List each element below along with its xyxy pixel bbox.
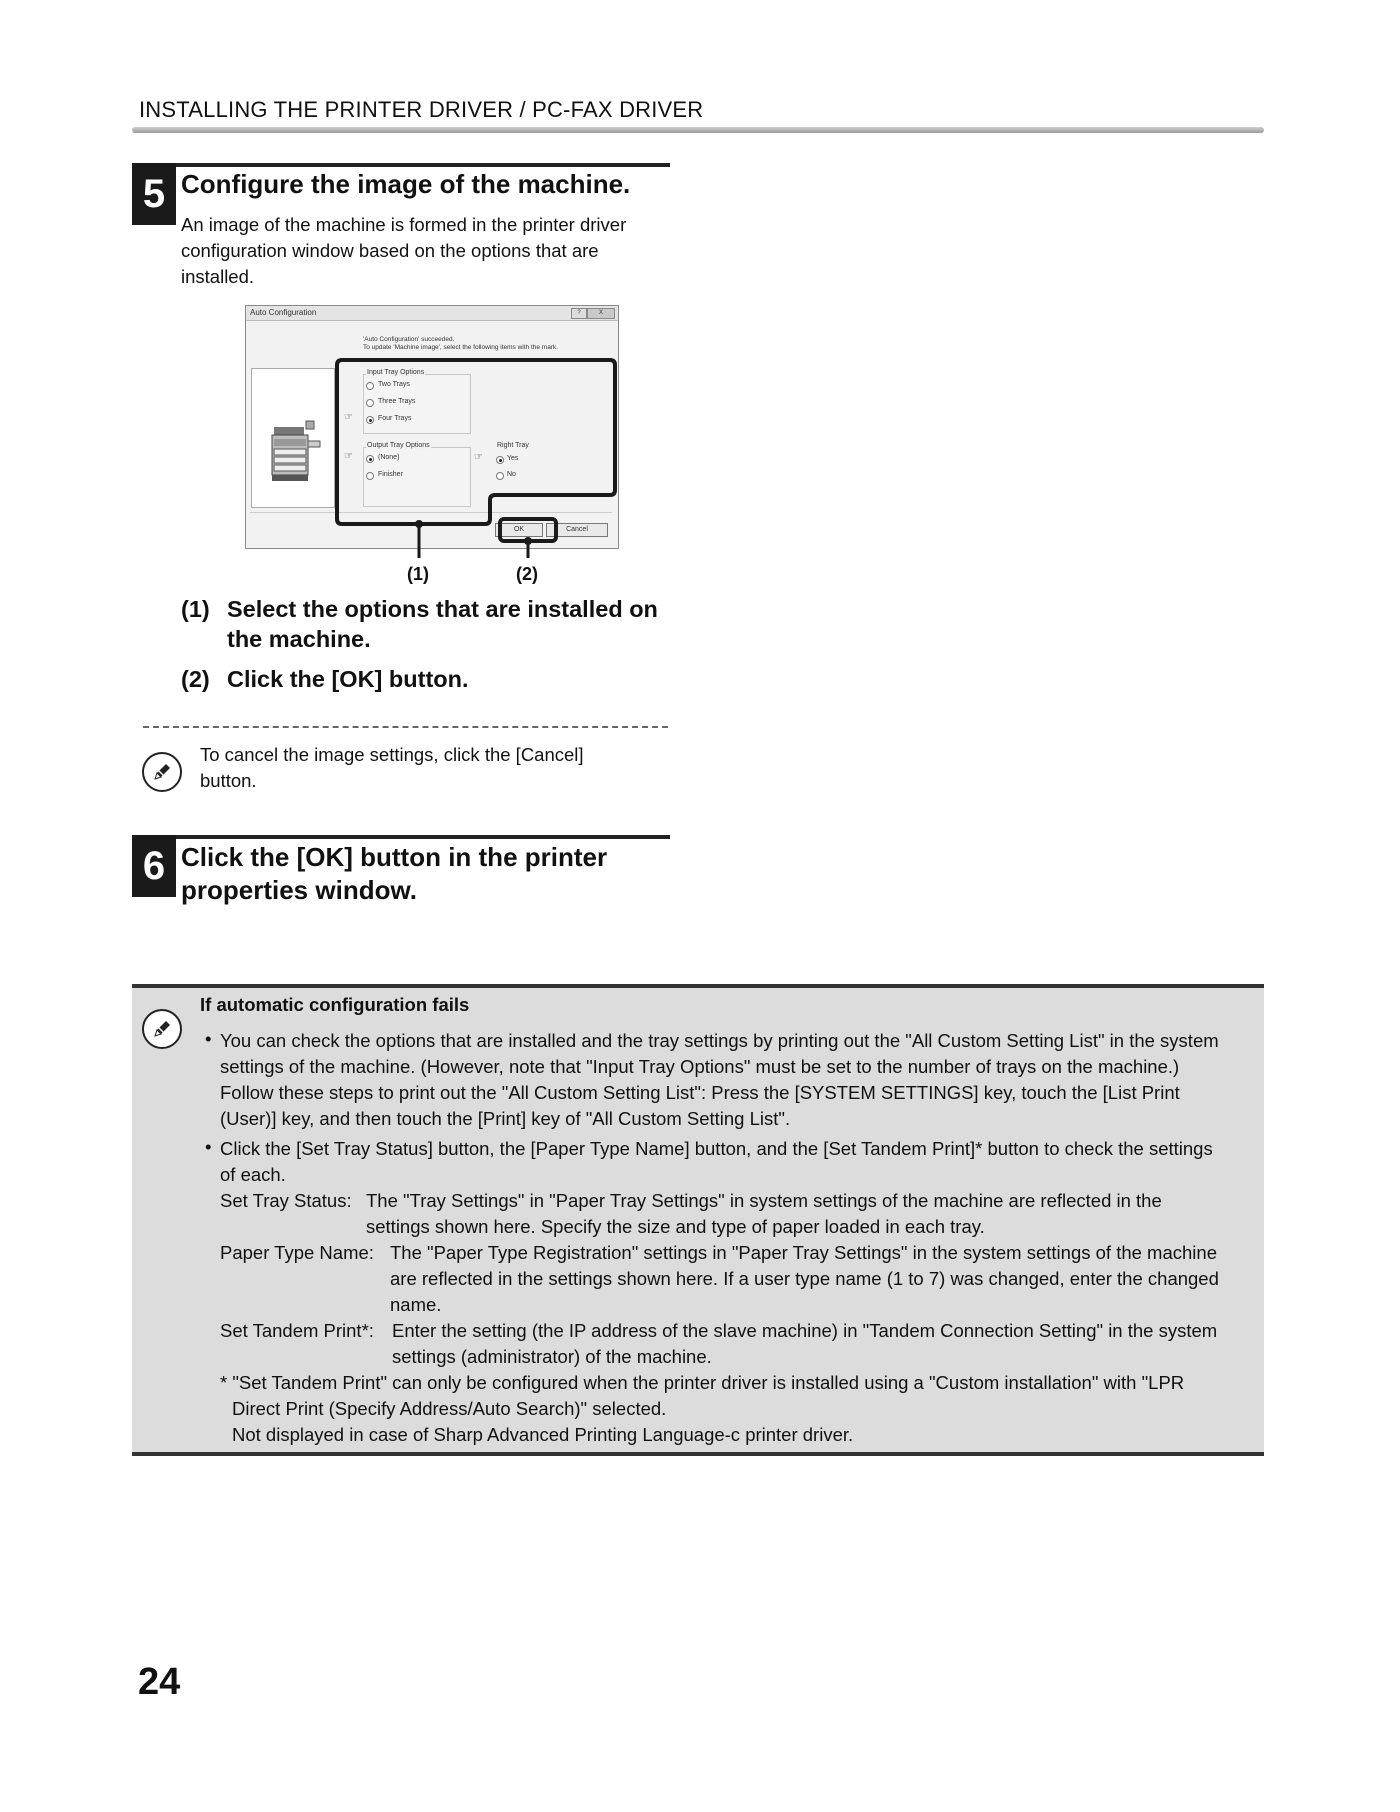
step-5-item-1 (181, 594, 681, 656)
right-tray-no-label: No (507, 471, 516, 478)
note-pencil-icon (142, 752, 182, 792)
item-2-number: (2) (181, 666, 210, 692)
info-bullet-1: You can check the options that are installed and the tray settings by printing out the "All Custom Setting List" in the system settings of the machine. (However, note that "Input Tray Options" must be set to the number of trays on the machine.) Follow these steps to print out the "All Custom Setting List": Press the [SYSTEM SETTINGS] key, touch the [List Print (User)] key, and then touch the [Print] key of "All Custom Setting List". (220, 1030, 1219, 1129)
right-tray-yes-label: Yes (507, 455, 519, 462)
hand-pointer-icon: ☞ (344, 451, 353, 462)
four-trays-label: Four Trays (378, 415, 412, 422)
def-set-tray-status-text: The "Tray Settings" in "Paper Tray Settings" in system settings of the machine are reflected in the settings shown here. Specify the size and type of paper loaded in each tray. (366, 1190, 1162, 1237)
close-button[interactable]: X (587, 308, 615, 319)
footnote-line-1: * "Set Tandem Print" can only be configured when the printer driver is installed using a "Custom installation" with "LPR (220, 1372, 1185, 1393)
def-paper-type-name-term: Paper Type Name: (220, 1242, 374, 1263)
callout-overlay (0, 0, 1400, 600)
bullet-2-dot: • (205, 1136, 212, 1157)
note-divider (143, 726, 668, 728)
step-6-number: 6 (132, 835, 176, 897)
def-set-tandem-print-term: Set Tandem Print*: (220, 1320, 374, 1341)
info-bullet-2: Click the [Set Tray Status] button, the [Paper Type Name] button, and the [Set Tandem Print]* button to check the settings of each. (220, 1138, 1213, 1185)
cancel-button[interactable]: Cancel (546, 523, 608, 537)
input-tray-label: Input Tray Options (367, 369, 425, 376)
def-set-tandem-print-text: Enter the setting (the IP address of the slave machine) in "Tandem Connection Setting" in the system settings (administrator) of the machine. (392, 1320, 1218, 1367)
three-trays-label: Three Trays (378, 398, 416, 405)
step-5-body: An image of the machine is formed in the printer driver configuration window based on the options that are installed. (181, 214, 627, 287)
item-1-number: (1) (181, 596, 210, 622)
item-2-text: Click the [OK] button. (227, 666, 469, 692)
footnote-line-2: Direct Print (Specify Address/Auto Search)" selected. (232, 1398, 667, 1419)
def-paper-type-name-text: The "Paper Type Registration" settings in "Paper Tray Settings" in the system settings of the machine are reflected in the settings shown here. If a user type name (1 to 7) was changed, enter the changed name. (390, 1242, 1219, 1315)
bullet-1-dot: • (205, 1028, 212, 1049)
note-pencil-icon (142, 1009, 182, 1049)
dialog-title: Auto Configuration (250, 308, 317, 317)
help-button[interactable]: ? (571, 308, 587, 319)
callout-dot-2 (524, 537, 532, 545)
step-5-title: Configure the image of the machine. (181, 169, 631, 199)
two-trays-label: Two Trays (378, 381, 410, 388)
step-6-title: Click the [OK] button in the printer properties window. (181, 842, 608, 905)
hand-pointer-icon: ☞ (474, 452, 483, 463)
note-text: To cancel the image settings, click the [Cancel] button. (200, 744, 584, 791)
output-tray-label: Output Tray Options (367, 442, 430, 449)
callout-dot-1 (415, 520, 423, 528)
output-none-label: (None) (378, 454, 400, 461)
ok-button[interactable]: OK (495, 523, 543, 537)
dialog-message-1: 'Auto Configuration' succeeded. (363, 336, 455, 343)
callout-label-1: (1) (407, 564, 429, 584)
step-6-rule (132, 835, 670, 839)
footnote-line-3: Not displayed in case of Sharp Advanced Printing Language-c printer driver. (232, 1424, 854, 1445)
item-1-text: Select the options that are installed on the machine. (227, 596, 658, 652)
page-number: 24 (138, 1661, 181, 1703)
step-5-item-2 (181, 664, 681, 696)
callout-box-1 (337, 360, 615, 524)
hand-pointer-icon: ☞ (344, 412, 353, 423)
finisher-label: Finisher (378, 471, 403, 478)
right-tray-label: Right Tray (497, 442, 529, 449)
step-5-number: 5 (132, 163, 176, 225)
info-title: If automatic configuration fails (200, 994, 470, 1015)
def-set-tray-status-term: Set Tray Status: (220, 1190, 352, 1211)
running-header: INSTALLING THE PRINTER DRIVER / PC-FAX DRIVER (139, 97, 704, 122)
dialog-message-2: To update 'Machine image', select the following items with the mark. (363, 344, 559, 351)
callout-label-2: (2) (516, 564, 538, 584)
